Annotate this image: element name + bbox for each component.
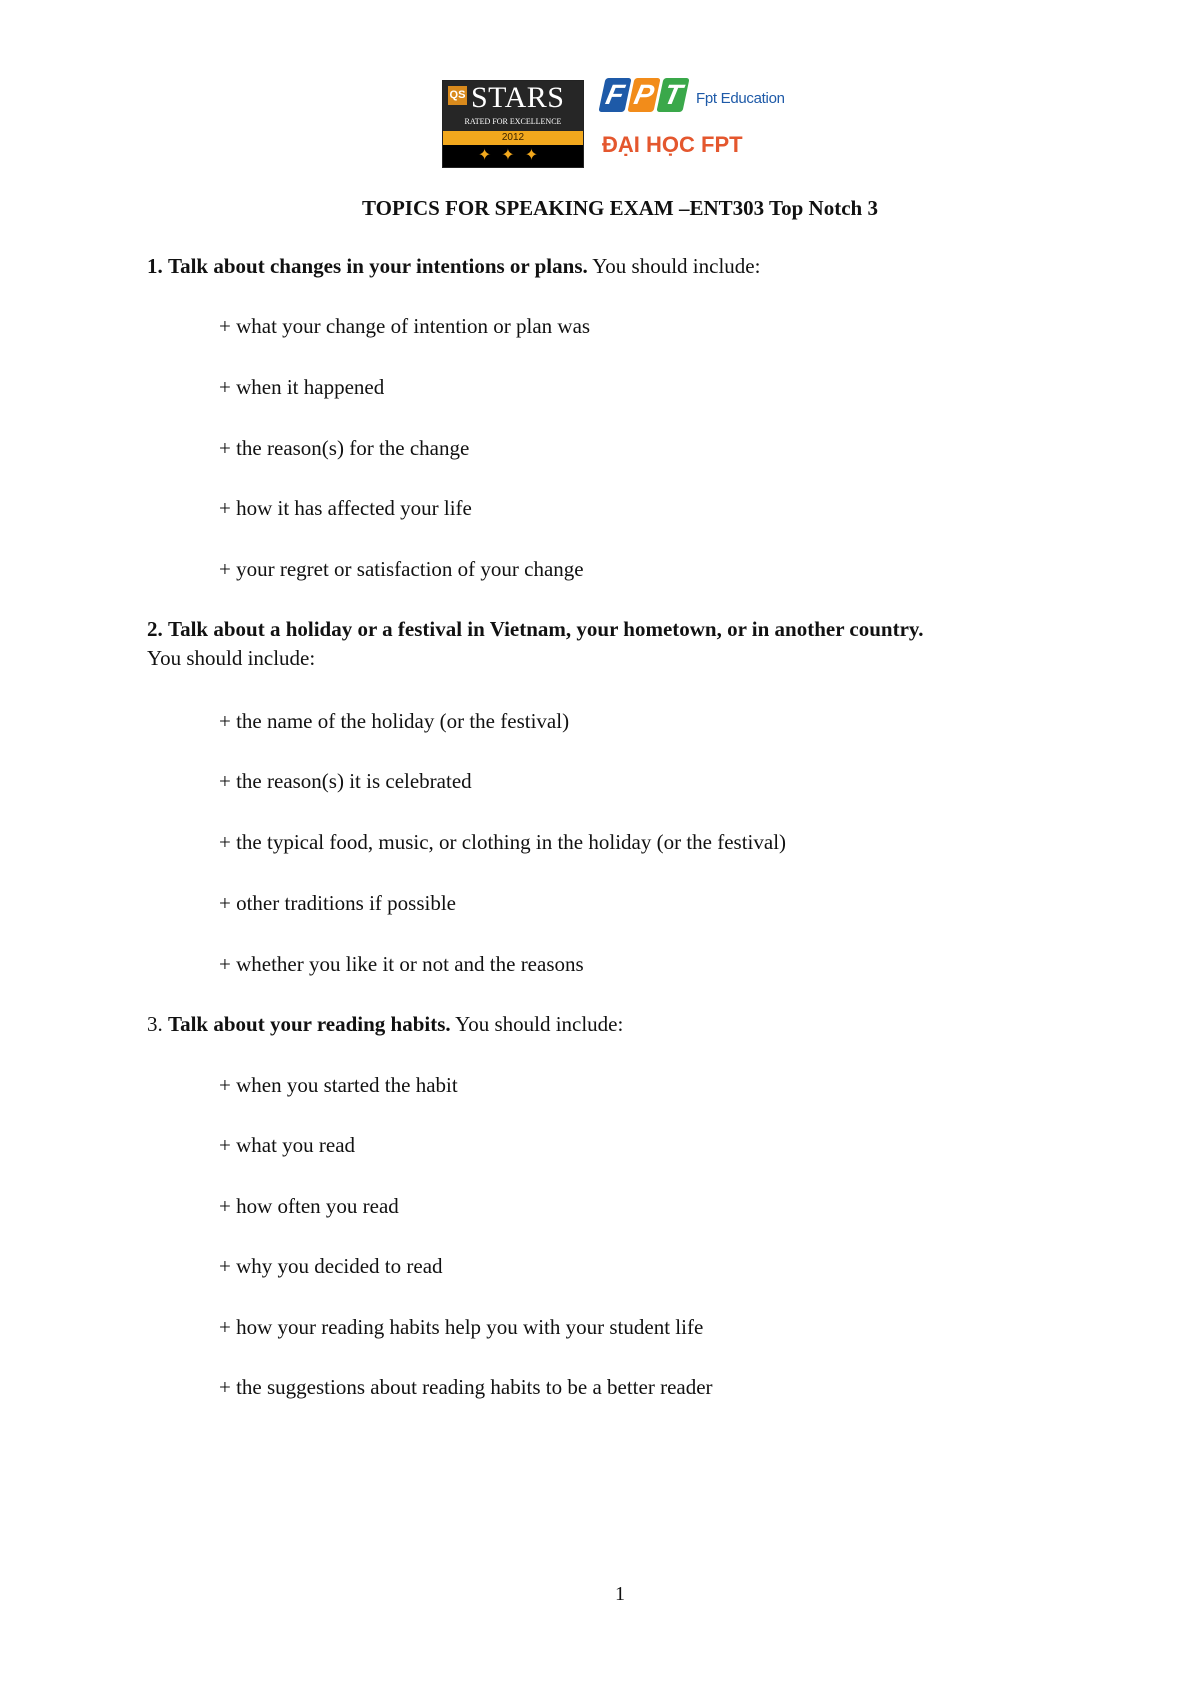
list-item: + the name of the holiday (or the festival) [219,709,570,733]
fpt-education-text: Fpt Education [696,90,785,107]
list-item: + what you read [219,1133,356,1157]
list-item: + how your reading habits help you with your student life [219,1315,704,1339]
topic-title: Talk about changes in your intentions or plans. [168,254,588,278]
page-number: 1 [615,1583,625,1605]
topic-3-heading [147,1010,1147,1039]
list-item: + why you decided to read [219,1254,443,1278]
topic-title: Talk about a holiday or a festival in Vietnam, your hometown, or in another country. [168,617,924,641]
topic-instruction: You should include: [455,1012,624,1036]
list-item: + how it has affected your life [219,496,472,520]
fpt-letter-p: P [627,78,660,112]
list-item: + the typical food, music, or clothing in the holiday (or the festival) [219,830,787,854]
topic-2-heading [147,615,1147,673]
topic-number: 3. [147,1012,163,1036]
qs-stars-logo [442,80,584,168]
list-item: + when you started the habit [219,1073,458,1097]
qs-stars-wordmark: STARS [471,81,565,114]
topic-number: 1. [147,254,163,278]
qs-year: 2012 [443,131,583,145]
fpt-letter-t: T [656,78,689,112]
fpt-university-text: ĐẠI HỌC FPT [602,132,743,157]
topic-instruction: You should include: [592,254,761,278]
fpt-education-logo [602,76,802,166]
qs-rated-text: RATED FOR EXCELLENCE [464,117,562,126]
document-title: TOPICS FOR SPEAKING EXAM –ENT303 Top Notch 3 [362,196,878,220]
qs-star-icons: ✦✦✦ [443,145,583,167]
list-item: + how often you read [219,1194,399,1218]
list-item: + other traditions if possible [219,891,456,915]
list-item: + the suggestions about reading habits to be a better reader [219,1375,713,1399]
list-item: + when it happened [219,375,385,399]
list-item: + your regret or satisfaction of your change [219,557,584,581]
qs-badge: QS [448,86,467,105]
topic-instruction: You should include: [147,646,316,670]
list-item: + whether you like it or not and the reasons [219,952,584,976]
topic-1-heading [147,252,1147,281]
list-item: + what your change of intention or plan was [219,314,591,338]
fpt-letter-f: F [598,78,631,112]
topic-number: 2. [147,617,163,641]
list-item: + the reason(s) for the change [219,436,470,460]
list-item: + the reason(s) it is celebrated [219,769,472,793]
topic-title: Talk about your reading habits. [168,1012,451,1036]
